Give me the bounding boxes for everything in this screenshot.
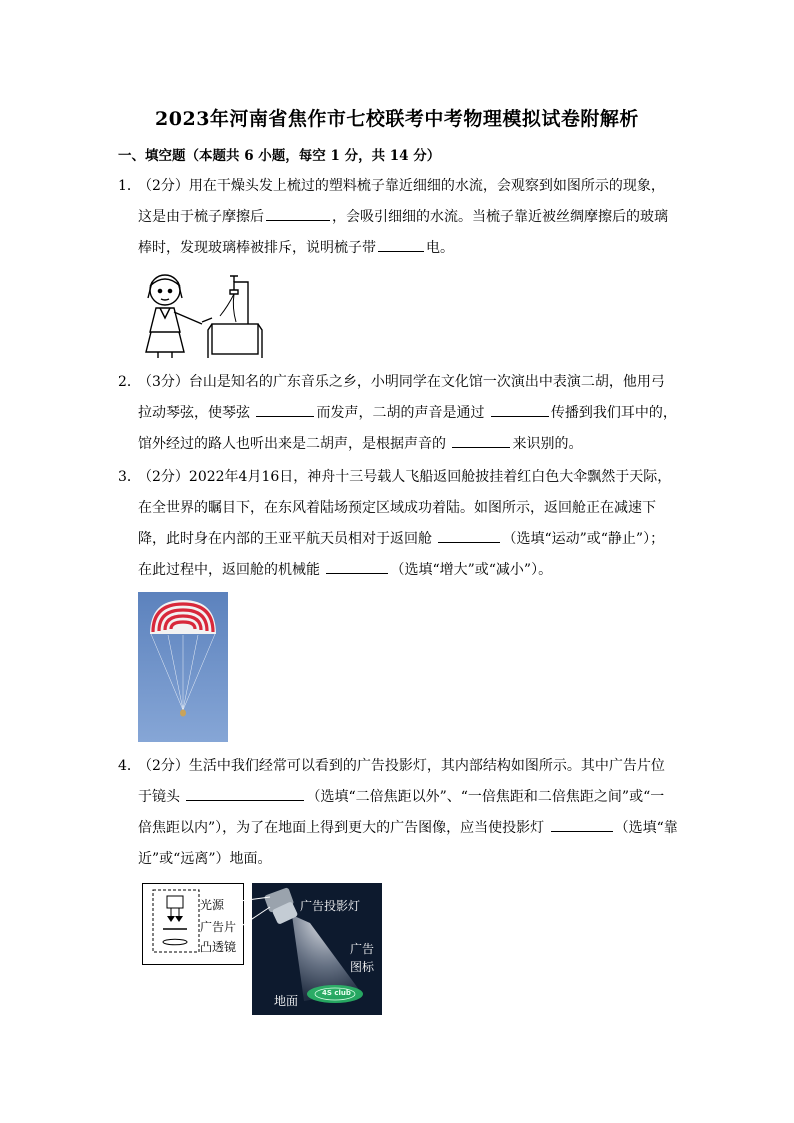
question-3 xyxy=(118,462,678,586)
question-text: 电。 xyxy=(426,240,454,256)
parachute-photo xyxy=(138,592,228,742)
question-text: （2分）用在干燥头发上梳过的塑料梳子靠近细细的水流，会观察到如图所示的现象，这是由于梳子摩擦后 xyxy=(138,178,665,225)
answer-blank[interactable] xyxy=(186,786,304,801)
answer-blank[interactable] xyxy=(378,237,424,252)
question-number: 1． xyxy=(118,178,141,194)
question-text: （选填“运动”或“静止”）；在此过程中，返回舱的机械能 xyxy=(138,531,665,578)
question-text: （选填“增大”或“减小”）。 xyxy=(390,562,553,578)
question-text: 传播到我们耳中的，馆外经过的路人也听出来是二胡声，是根据声音的 xyxy=(138,405,677,452)
answer-blank[interactable] xyxy=(491,402,549,417)
projector-inset-diagram xyxy=(142,883,244,965)
label-ad-icon: 广告 xyxy=(350,942,375,956)
answer-blank[interactable] xyxy=(266,206,330,221)
question-number: 3． xyxy=(118,469,141,485)
question-4 xyxy=(118,751,678,875)
section-heading: 一、填空题（本题共 6 小题，每空 1 分，共 14 分） xyxy=(118,148,441,164)
answer-blank[interactable] xyxy=(551,817,613,832)
question-text: （2分）2022年4月16日，神舟十三号载人飞船返回舱披挂着红白色大伞飘然于天际，在全世界的瞩目下，在东风着陆场预定区域成功着陆。如图所示，返回舱正在减速下降，此时身在内部的王亚平航天员相对于返回舱 xyxy=(138,469,672,547)
connector-line xyxy=(240,895,280,935)
label-convex-lens: 凸透镜 xyxy=(200,940,237,954)
answer-blank[interactable] xyxy=(438,528,500,543)
question-number: 2． xyxy=(118,374,141,390)
label-ad-film: 广告片 xyxy=(200,920,237,934)
answer-blank[interactable] xyxy=(326,559,388,574)
question-text: （3分）台山是知名的广东音乐之乡，小明同学在文化馆一次演出中表演二胡，他用弓拉动琴弦，使琴弦 xyxy=(138,374,665,421)
answer-blank[interactable] xyxy=(452,433,510,448)
question-text: ，会吸引细细的水流。当梳子靠近被丝绸摩擦后的玻璃棒时，发现玻璃棒被排斥，说明梳子带 xyxy=(138,209,668,256)
comb-water-figure xyxy=(138,272,264,358)
question-text: （选填“二倍焦距以外”、“一倍焦距和二倍焦距之间”或“一倍焦距以内”），为了在地面上得到更大的广告图像，应当使投影灯 xyxy=(138,789,665,836)
question-1 xyxy=(118,171,678,264)
label-projector-lamp: 广告投影灯 xyxy=(300,899,361,913)
label-ad-icon: 图标 xyxy=(350,960,375,974)
question-2 xyxy=(118,367,678,460)
page-title: 2023年河南省焦作市七校联考中考物理模拟试卷附解析 xyxy=(155,108,639,130)
question-number: 4． xyxy=(118,758,141,774)
question-text: （选填“靠近”或“远离”）地面。 xyxy=(138,820,678,867)
label-light-source: 光源 xyxy=(200,898,225,912)
label-ground: 地面 xyxy=(274,994,299,1008)
answer-blank[interactable] xyxy=(256,402,314,417)
question-text: 来识别的。 xyxy=(512,436,583,452)
question-text: （2分）生活中我们经常可以看到的广告投影灯，其内部结构如图所示。其中广告片位于镜头 xyxy=(138,758,665,805)
projected-logo: 4S club xyxy=(322,989,351,997)
question-text: 而发声，二胡的声音是通过 xyxy=(316,405,489,421)
